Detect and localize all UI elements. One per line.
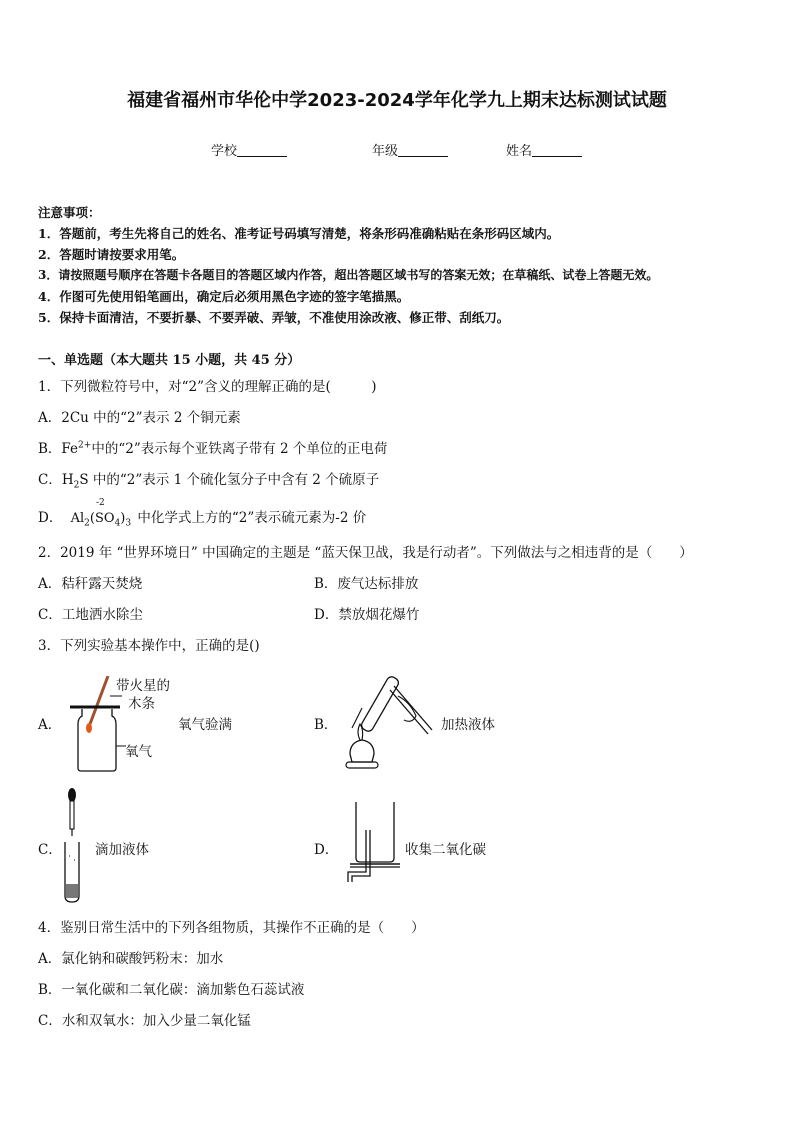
splint-label: 带火星的	[116, 678, 170, 694]
school-label: 学校	[211, 144, 238, 159]
q3-option-a-caption: 氧气验满	[178, 717, 232, 733]
grade-label: 年级	[372, 144, 399, 159]
q1-option-b: B．$Fe^{2+}$中的“2”表示每个亚铁离子带有 2 个单位的正电荷	[38, 440, 388, 457]
q3-option-d-letter: D．	[314, 842, 339, 858]
q3-option-c-caption: 滴加液体	[95, 842, 149, 858]
notice-item: 2．答题时请按要求用笔。	[38, 247, 185, 262]
q4-option-c: C．水和双氧水：加入少量二氧化锰	[38, 1013, 251, 1029]
q4-option-b: B．一氧化碳和二氧化碳：滴加紫色石蕊试液	[38, 982, 305, 998]
dropper-tube-diagram	[62, 786, 88, 904]
name-field	[506, 140, 582, 159]
oxygen-label: 氧气	[125, 744, 152, 760]
q3-option-c-letter: C．	[38, 842, 62, 858]
q3-option-a-letter: A．	[38, 717, 62, 733]
q3-option-d-caption: 收集二氧化碳	[405, 842, 486, 858]
school-blank	[237, 144, 287, 157]
question-3-stem: 3．下列实验基本操作中，正确的是()	[38, 638, 260, 654]
notice-item: 1．答题前，考生先将自己的姓名、准考证号码填写清楚，将条形码准确粘贴在条形码区域内。	[38, 226, 560, 241]
q1-option-a: A．2Cu 中的“2”表示 2 个铜元素	[38, 410, 241, 426]
grade-blank	[398, 144, 448, 157]
question-4-stem: 4．鉴别日常生活中的下列各组物质，其操作不正确的是（ ）	[38, 920, 425, 936]
name-label: 姓名	[506, 144, 533, 159]
q2-option-d: D．禁放烟花爆竹	[314, 607, 420, 623]
school-field	[211, 140, 287, 159]
q2-option-c: C．工地洒水除尘	[38, 607, 143, 623]
splint-label-2: 木条	[128, 696, 155, 712]
question-1-stem: 1．下列微粒符号中，对“2”含义的理解正确的是( )	[38, 379, 377, 395]
section-heading: 一、单选题（本大题共 15 小题，共 45 分）	[38, 353, 301, 368]
question-2-stem: 2．2019 年 “世界环境日” 中国确定的主题是 “蓝天保卫战，我是行动者”。下列做法与之相违背的是（ ）	[38, 545, 693, 561]
chemical-formula: $Al_2$( -2 $SO_4)_3$	[70, 498, 132, 529]
co2-collection-diagram	[342, 800, 402, 886]
q3-option-b-letter: B．	[314, 717, 338, 733]
notice-heading: 注意事项：	[38, 205, 101, 220]
name-blank	[532, 144, 582, 157]
page-title: 福建省福州市华伦中学2023-2024学年化学九上期末达标测试试题	[127, 90, 667, 111]
q1-option-c: C．$H_2S$ 中的“2”表示 1 个硫化氢分子中含有 2 个硫原子	[38, 472, 380, 491]
q4-option-a: A．氯化钠和碳酸钙粉末：加水	[38, 951, 224, 967]
q2-option-a: A．秸秆露天焚烧	[38, 576, 143, 592]
q3-option-b-caption: 加热液体	[441, 717, 495, 733]
heating-liquid-diagram	[338, 672, 438, 776]
q2-option-b: B．废气达标排放	[314, 576, 419, 592]
oxygen-bottle-diagram	[64, 676, 134, 776]
notice-item: 3．请按照题号顺序在答题卡各题目的答题区域内作答，超出答题区域书写的答案无效；在草稿纸、试卷上答题无效。	[38, 268, 659, 282]
notice-item: 5．保持卡面清洁，不要折暴、不要弄破、弄皱，不准使用涂改液、修正带、刮纸刀。	[38, 310, 510, 325]
grade-field	[372, 140, 448, 159]
q1-option-d: D． $Al_2$( -2 $SO_4)_3$ 中化学式上方的“2”表示硫元素为-2 价	[38, 498, 367, 529]
notice-item: 4．作图可先使用铅笔画出，确定后必须用黑色字迹的签字笔描黑。	[38, 289, 410, 304]
